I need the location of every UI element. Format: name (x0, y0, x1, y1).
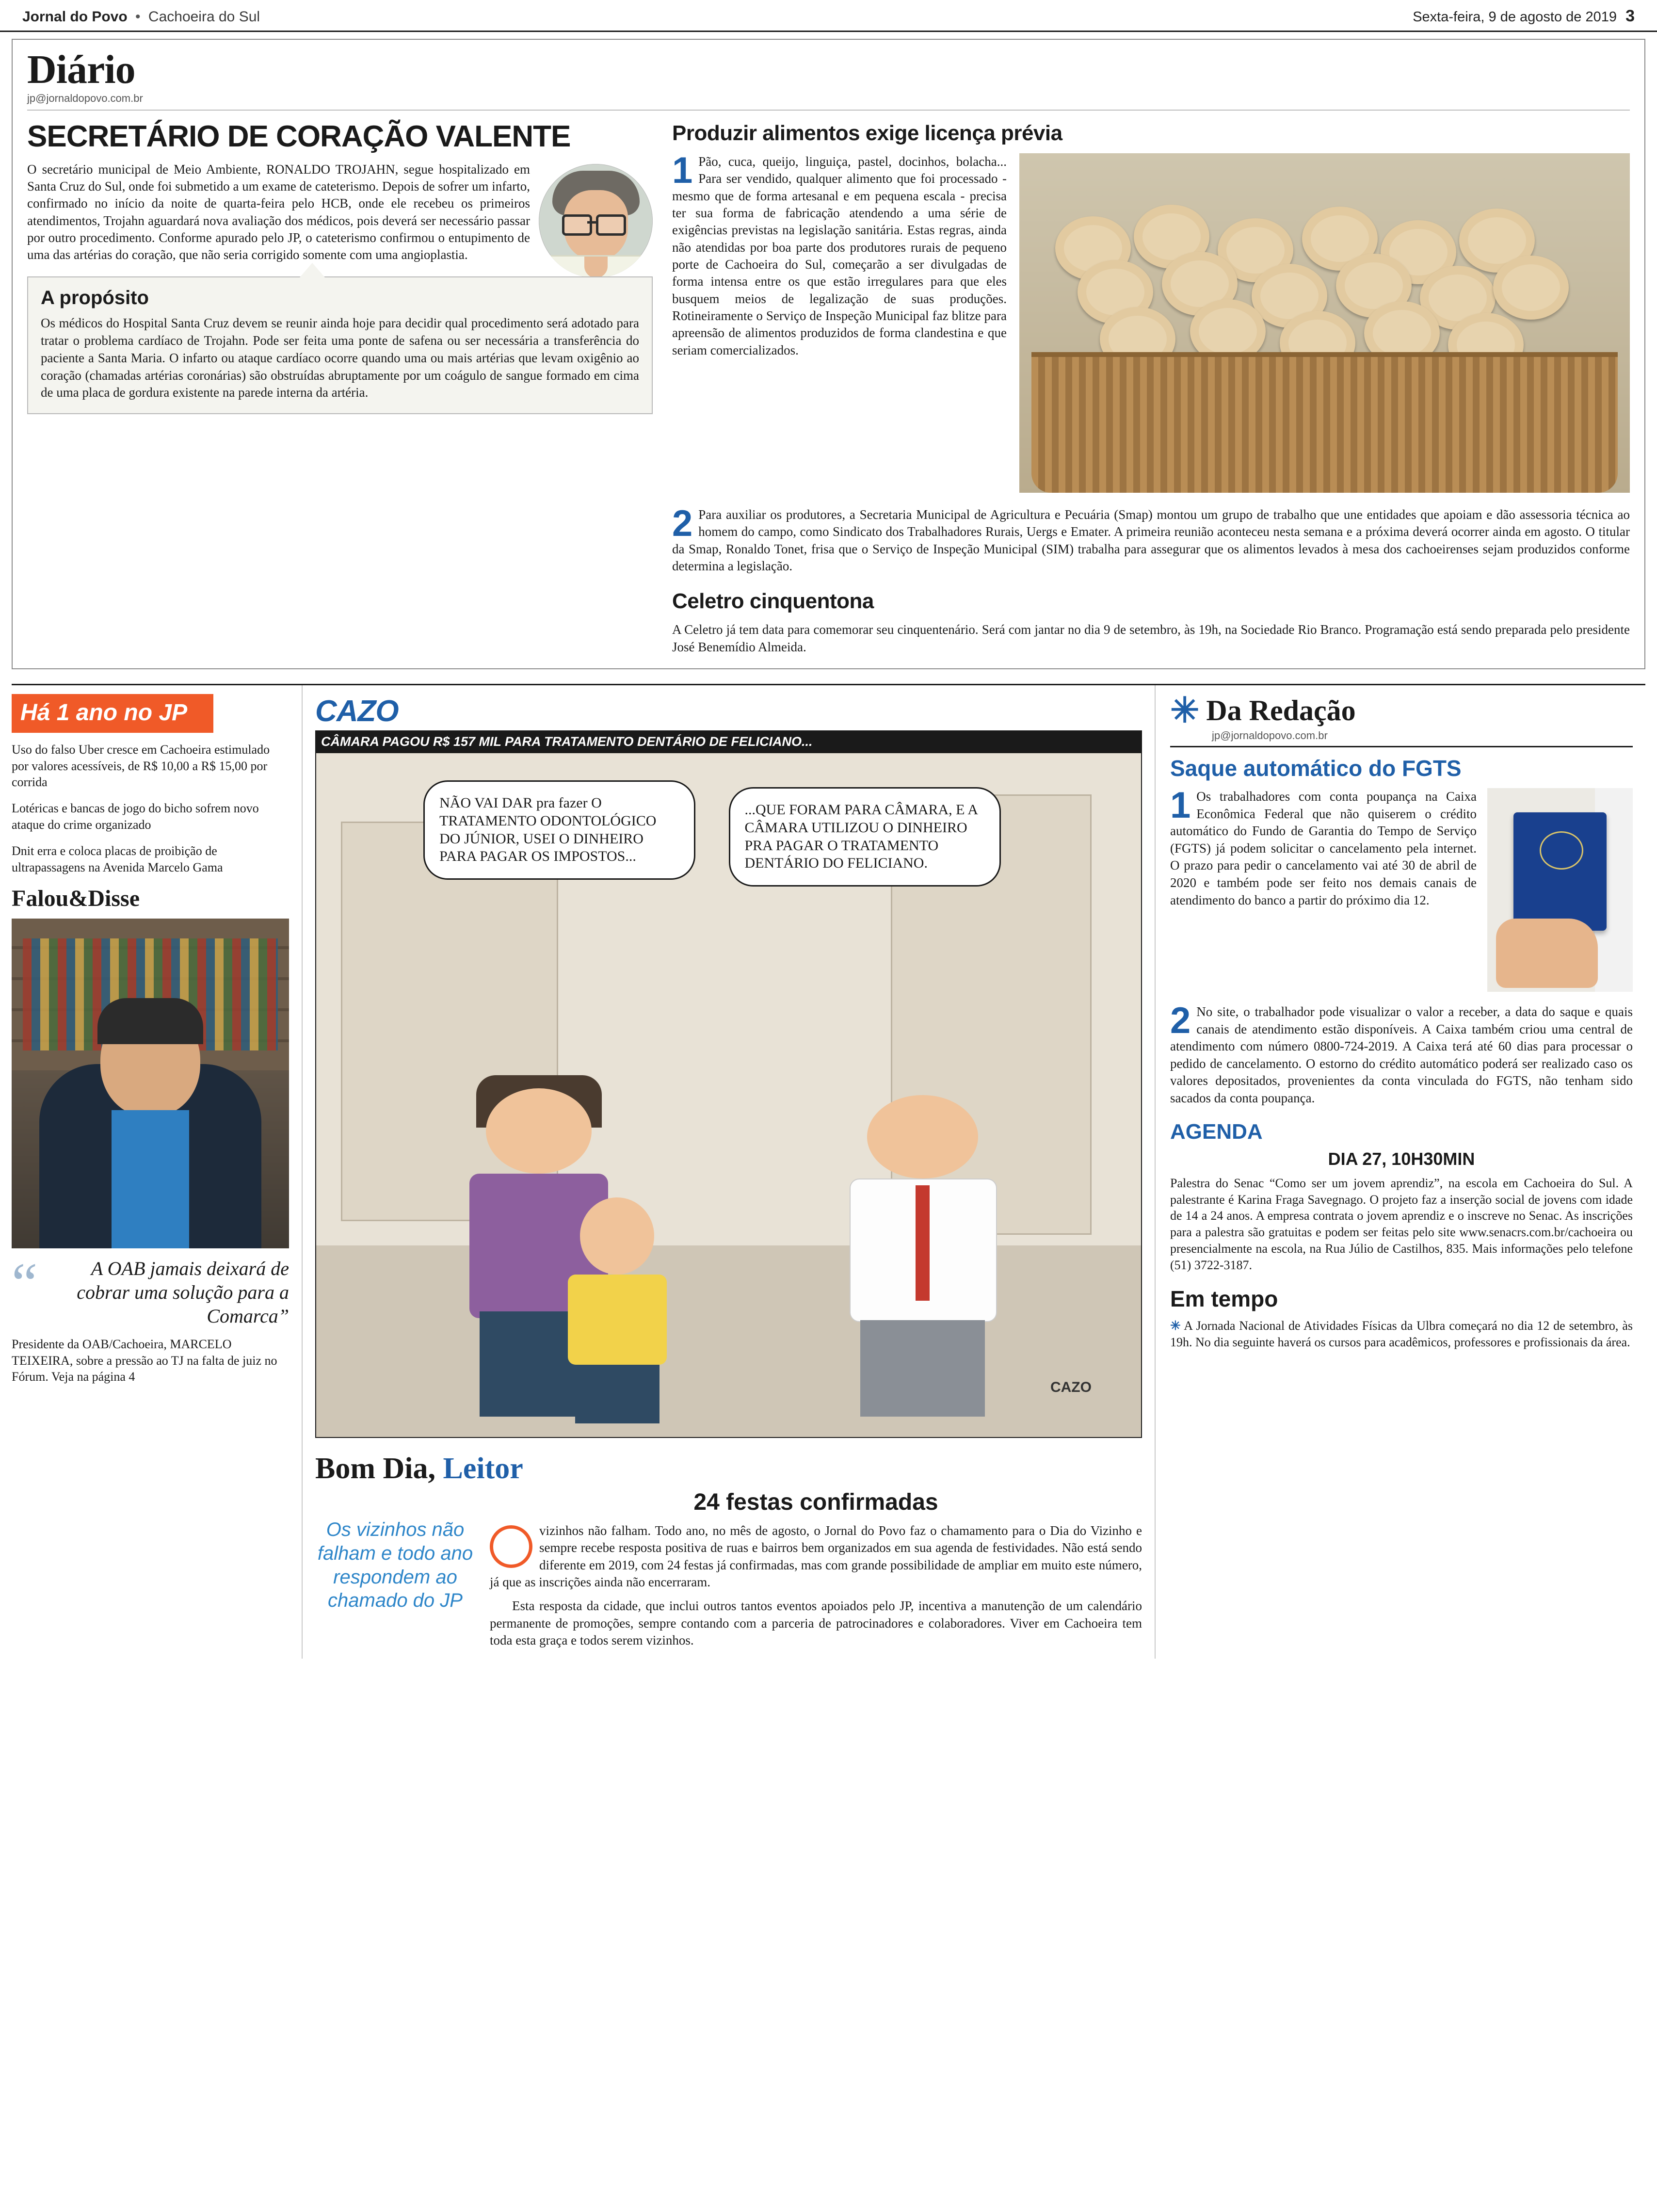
bread-basket-photo (1019, 153, 1630, 493)
celetro-title: Celetro cinquentona (672, 589, 874, 614)
quote-icon: “ (12, 1251, 38, 1316)
carteira-trabalho-photo (1487, 788, 1633, 992)
diario-title: Diário (27, 47, 135, 92)
em-tempo-text (1170, 1318, 1633, 1351)
festas-body (490, 1489, 1142, 1649)
produzir-title: Produzir alimentos exige licença prévia (672, 121, 1062, 145)
ha1ano-note-3: Dnit erra e coloca placas de proibição de ultrapassagens na Avenida Marcelo Gama (12, 843, 223, 874)
photo-marcelo-teixeira (12, 919, 289, 1248)
diario-left-column (27, 121, 653, 656)
da-redacao-email: jp@jornaldopovo.com.br (1212, 729, 1328, 742)
a-proposito-box (27, 276, 653, 415)
column-da-redacao (1156, 685, 1645, 1659)
bom-dia-leitor-title (315, 1452, 1142, 1486)
bom-dia-part1: Bom Dia, (315, 1452, 435, 1485)
produzir-item-2-text: Para auxiliar os produtores, a Secretaria Municipal de Agricultura e Pecuária (Smap) montou um grupo de trabalho que une entidades que apoiam e dão assessoria técnica ao homem do campo, como Sindicato dos Trabalhadores Rurais, Uergs e Emater. A primeira reunião aconteceu nesta semana e a próxima deverá ocorrer ainda em agosto. O titular da Smap, Ronaldo Tonet, frisa que o Serviço de Inspeção Municipal (SIM) trabalha para assegurar que os alimentos levados à mesa dos cachoeirenses sejam produzidos conforme determina a legislação. (672, 507, 1630, 573)
cartoon-figure-politician (836, 1095, 1009, 1417)
cartoon-figure-boy (555, 1197, 679, 1423)
falou-quote-block (12, 1251, 289, 1328)
diario-columns (27, 121, 1630, 656)
agenda-text: Palestra do Senac “Como ser um jovem aprendiz”, na escola em Cachoeira do Sul. A palestrante é Karina Fraga Savegnago. O projeto faz a inserção social de jovens com idade de 14 a 24 anos. A empresa contrata o jovem aprendiz e o inscreve no Senac. As inscrições para a palestra são gratuitas e podem ser feitas pelo site www.senacrs.com.br/cachoeira ou presencialmente na escola, na Rua Júlio de Castilhos, 835. Mais informações pelo telefone (51) 3722-3187. (1170, 1176, 1633, 1272)
em-tempo-body: A Jornada Nacional de Atividades Físicas da Ulbra começará no dia 12 de setembro, às 19h. No dia seguinte haverá os cursos para acadêmicos, professores e profissionais da área. (1170, 1319, 1633, 1350)
cartoon-signature: CAZO (1050, 1379, 1092, 1396)
diario-right-column (672, 121, 1630, 656)
masthead-right (1413, 7, 1635, 26)
festas-article-title: 24 festas confirmadas (693, 1489, 938, 1515)
fgts-item-2-text: No site, o trabalhador pode visualizar o valor a receber, a data do saque e quais canais de atendimento estão disponíveis. A Caixa também criou uma central de atendimento com número 0800-724-2019. A Caixa terá até 60 dias para processar o pedido de cancelamento. O estorno do crédito automático poderá ser realizado caso os valores depositados, provenientes da conta vinculada do FGTS, não tenham sido sacados da conta poupança. (1170, 1004, 1633, 1106)
em-tempo-asterisk-icon: ✳ (1170, 1319, 1181, 1333)
diario-section (12, 39, 1645, 669)
bom-dia-part2: Leitor (443, 1452, 523, 1485)
bom-dia-pullquote: Os vizinhos não falham e todo ano respondem ao chamado do JP (317, 1518, 473, 1612)
agenda-title: AGENDA (1170, 1119, 1263, 1144)
cazo-banner: CÂMARA PAGOU R$ 157 MIL PARA TRATAMENTO DENTÁRIO DE FELICIANO... (315, 730, 1142, 753)
produzir-item-1-text: Pão, cuca, queijo, linguiça, pastel, docinhos, bolacha... Para ser vendido, qualquer alimento que foi processado - mesmo que de forma artesanal e em pequena escala - precisa ter sua forma de fabricação atendendo a uma série de exigências previstas na legislação sanitária. Estas regras, ainda não atendidas por boa parte dos produtores rurais de pequeno porte de Cachoeira do Sul, começarão a ser divulgadas de forma intensa entre os que estão irregulares para que eles busquem meios de legalização de suas produções. Rotineiramente o Serviço de Inspeção Municipal faz blitze para apreensão de alimentos produzidos de forma clandestina e que seriam comercializados. (672, 154, 1007, 357)
ha1ano-note-2: Lotéricas e bancas de jogo do bicho sofrem novo ataque do crime organizado (12, 801, 259, 832)
em-tempo-title: Em tempo (1170, 1286, 1278, 1312)
festas-wrapper (315, 1489, 1142, 1649)
diario-lead-wrap (27, 161, 653, 264)
produzir-item-2 (672, 502, 1630, 575)
page-number: 3 (1625, 7, 1635, 25)
produzir-item-2-number: 2 (672, 502, 693, 544)
cazo-title: CAZO (315, 694, 399, 728)
falou-quote-credit: Presidente da OAB/Cachoeira, MARCELO TEIXEIRA, sobre a pressão ao TJ na falta de juiz no Fórum. Veja na página 4 (12, 1337, 277, 1384)
fgts-item-2-number: 2 (1170, 1000, 1191, 1041)
masthead-city: Cachoeira do Sul (148, 9, 260, 25)
asterisk-icon: ✳ (1170, 691, 1200, 730)
produzir-text-column (672, 149, 1007, 493)
masthead-date: Sexta-feira, 9 de agosto de 2019 (1413, 9, 1617, 25)
cartoon-bubble-left: NÃO VAI DAR pra fazer O TRATAMENTO ODONTOLÓGICO DO JÚNIOR, USEI O DINHEIRO PARA PAGAR OS IMPOSTOS... (423, 780, 695, 879)
da-redacao-header (1170, 691, 1633, 730)
basket (1031, 352, 1618, 493)
cartoon-bubble-right: ...QUE FORAM PARA CÂMARA, E A CÂMARA UTILIZOU O DINHEIRO PRA PAGAR O TRATAMENTO DENTÁRIO DO FELICIANO. (729, 787, 1001, 886)
fgts-wrapper (1170, 784, 1633, 992)
cazo-cartoon (315, 753, 1142, 1438)
diario-headline: SECRETÁRIO DE CORAÇÃO VALENTE (27, 119, 571, 153)
celetro-text: A Celetro já tem data para comemorar seu cinquentenário. Será com jantar no dia 9 de setembro, às 19h, na Sociedade Rio Branco. Programação está sendo preparada pelo presidente José Benemídio Almeida. (672, 622, 1630, 654)
ha-1-ano-badge: Há 1 ano no JP (12, 694, 213, 733)
festas-paragraph-1 (490, 1522, 1142, 1591)
da-redacao-title: Da Redação (1206, 694, 1356, 727)
fgts-item-1 (1170, 784, 1477, 992)
falou-disse-title: Falou&Disse (12, 886, 140, 912)
produzir-item-1-number: 1 (672, 149, 693, 191)
column-ha1ano (12, 685, 303, 1659)
lower-section (12, 684, 1645, 1659)
festas-paragraph-2: Esta resposta da cidade, que inclui outros tantos eventos apoiados pelo JP, incentiva a manutenção de um calendário permanente de promoções, sempre contando com a parceria de patrocinadores e colaboradores. Viver em Cachoeira tem toda esta graça e todos serem vizinhos. (490, 1598, 1142, 1648)
festas-paragraph-1-text: vizinhos não falham. Todo ano, no mês de agosto, o Jornal do Povo faz o chamamento para o Dia do Vizinho e sempre recebe resposta positiva de ruas e bairros bem organizados em sua agenda de festividades. Não está sendo diferente em 2019, com 24 festas já confirmadas, mas com grande possibilidade de ampliar em muito este número, já que as inscrições ainda não encerraram. (490, 1523, 1142, 1590)
diario-lead-text: O secretário municipal de Meio Ambiente, RONALDO TROJAHN, segue hospitalizado em Santa Cruz do Sul, onde foi submetido a um exame de cateterismo. Depois de sofrer um infarto, confirmado no início da noite de quarta-feira pelo HCB, onde ele recebeu os primeiros atendimentos, Trojahn aguardará nova avaliação dos médicos, pois deverá ser necessário passar por outro procedimento. Conforme apurado pelo JP, o cateterismo confirmou o entupimento de uma das artérias do coração, que não seria corrigido somente com uma angioplastia. (27, 161, 530, 262)
portrait-ronaldo-trojahn (539, 164, 653, 278)
column-cazo (303, 685, 1156, 1659)
fgts-item-1-text: Os trabalhadores com conta poupança na Caixa Econômica Federal que não quiserem o crédito automático do Fundo de Garantia do Tempo de Serviço (FGTS) já podem solicitar o cancelamento pela internet. O prazo para pedir o cancelamento vai até 30 de abril de 2020 e também pode ser feito nos demais canais de atendimento do banco a partir do próximo dia 12. (1170, 789, 1477, 907)
masthead-separator: • (135, 9, 141, 25)
agenda-subtitle: DIA 27, 10H30MIN (1328, 1148, 1475, 1169)
produzir-split (672, 149, 1630, 493)
dropcap-o-icon (490, 1525, 532, 1568)
fgts-item-2 (1170, 1000, 1633, 1107)
diario-email: jp@jornaldopovo.com.br (27, 92, 1630, 111)
newspaper-brand: Jornal do Povo (22, 9, 128, 25)
masthead (0, 0, 1657, 32)
saque-fgts-title: Saque automático do FGTS (1170, 755, 1462, 781)
a-proposito-text: Os médicos do Hospital Santa Cruz devem se reunir ainda hoje para decidir qual procedimento será adotado para tratar o problema cardíaco de Trojahn. Pode ser feita uma ponte de safena ou ser necessária a transferência do paciente a Santa Maria. O infarto ou ataque cardíaco ocorre quando uma ou mais artérias que levam oxigênio ao coração (chamadas artérias coronárias) são obstruídas abruptamente por um coágulo de sangue formado em cima de uma placa de gordura existente na parede interna da artéria. (41, 315, 639, 400)
masthead-left (22, 9, 260, 25)
fgts-item-1-number: 1 (1170, 784, 1191, 826)
a-proposito-title: A propósito (41, 287, 149, 308)
falou-quote-text: A OAB jamais deixará de cobrar uma solução para a Comarca” (77, 1258, 289, 1327)
divider (1170, 746, 1633, 747)
ha1ano-note-1: Uso do falso Uber cresce em Cachoeira estimulado por valores acessíveis, de R$ 10,00 a R$ 15,00 por corrida (12, 742, 270, 790)
